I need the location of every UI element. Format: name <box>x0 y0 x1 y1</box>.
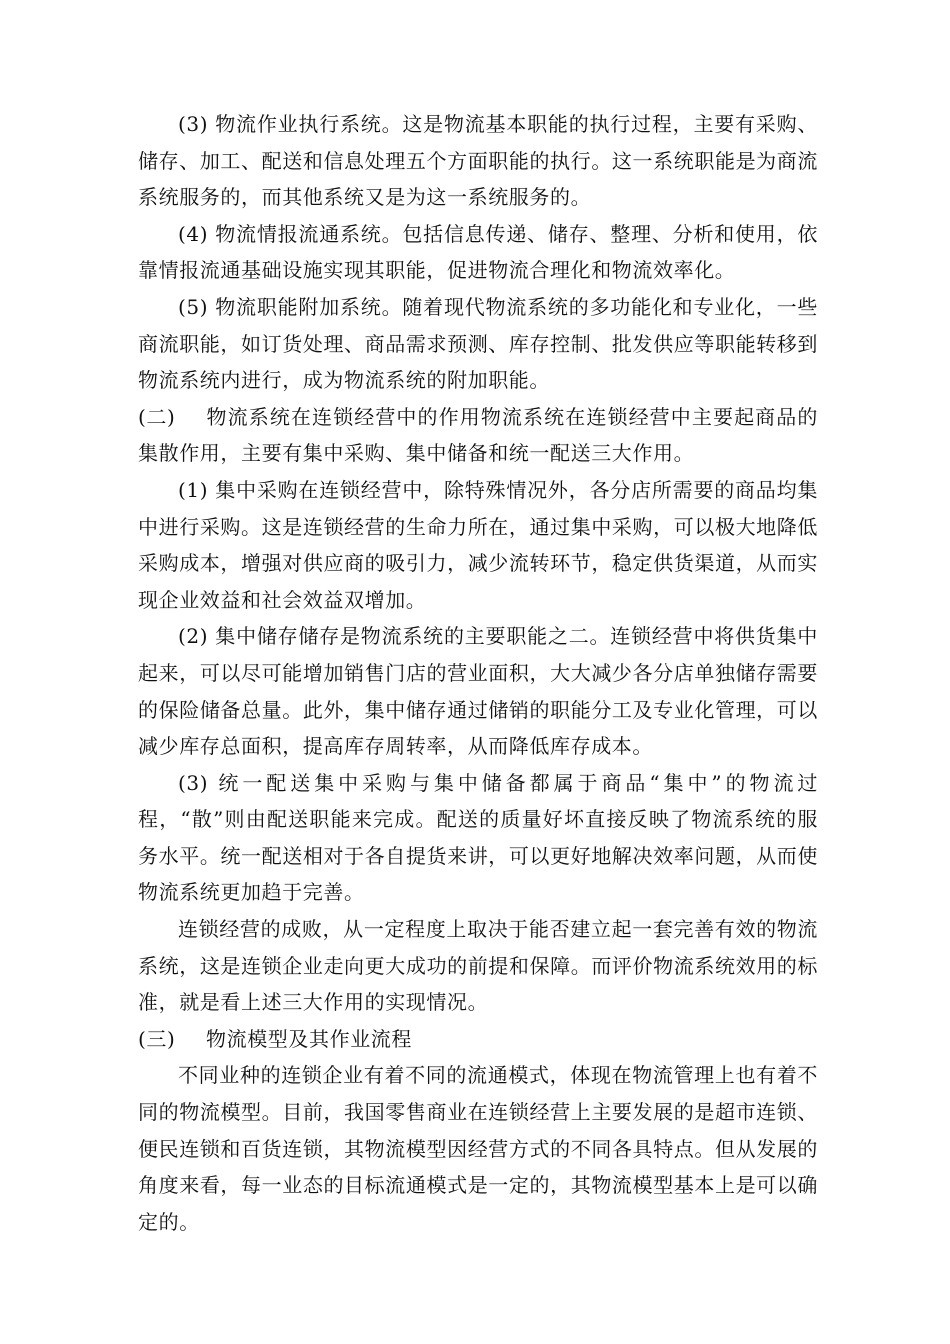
paragraph-logistics-operation-system: (3) 物流作业执行系统。这是物流基本职能的执行过程，主要有采购、储存、加工、配送和信息处理五个方面职能的执行。这一系统职能是为商流系统服务的，而其他系统又是为这一系统服务的。 <box>138 112 818 210</box>
section-heading-role-of-logistics <box>138 399 818 472</box>
paragraph-centralized-purchasing: (1) 集中采购在连锁经营中，除特殊情况外，各分店所需要的商品均集中进行采购。这是连锁经营的生命力所在，通过集中采购，可以极大地降低采购成本，增强对供应商的吸引力，减少流转环节，稳定供货渠道，从而实现企业效益和社会效益双增加。 <box>138 477 818 612</box>
paragraph-centralized-storage: (2) 集中储存储存是物流系统的主要职能之二。连锁经营中将供货集中起来，可以尽可能增加销售门店的营业面积，大大减少各分店单独储存需要的保险储备总量。此外，集中储存通过储销的职能分工及专业化管理，可以减少库存总面积，提高库存周转率，从而降低库存成本。 <box>138 624 818 759</box>
section-heading-text: 物流系统在连锁经营中的作用物流系统在连锁经营中主要起商品的集散作用，主要有集中采购、集中储备和统一配送三大作用。 <box>138 404 818 466</box>
section-number: (二) <box>138 404 176 429</box>
paragraph-unified-distribution: (3) 统一配送集中采购与集中储备都属于商品“集中”的物流过程，“散”则由配送职能来完成。配送的质量好坏直接反映了物流系统的服务水平。统一配送相对于各自提货来讲，可以更好地解决效率问题，从而使物流系统更加趋于完善。 <box>138 770 818 905</box>
paragraph-logistics-models: 不同业种的连锁企业有着不同的流通模式，体现在物流管理上也有着不同的物流模型。目前，我国零售商业在连锁经营上主要发展的是超市连锁、便民连锁和百货连锁，其物流模型因经营方式的不同各具特点。但从发展的角度来看，每一业态的目标流通模式是一定的，其物流模型基本上是可以确定的。 <box>138 1063 818 1234</box>
paragraph-chain-success-summary: 连锁经营的成败，从一定程度上取决于能否建立起一套完善有效的物流系统，这是连锁企业走向更大成功的前提和保障。而评价物流系统效用的标准，就是看上述三大作用的实现情况。 <box>138 917 818 1015</box>
section-heading-text: 物流模型及其作业流程 <box>206 1026 412 1051</box>
section-heading-logistics-model <box>138 1021 818 1058</box>
section-number: (三) <box>138 1026 176 1051</box>
document-body <box>138 106 818 1240</box>
paragraph-logistics-information-system: (4) 物流情报流通系统。包括信息传递、储存、整理、分析和使用，依靠情报流通基础设施实现其职能，促进物流合理化和物流效率化。 <box>138 221 818 283</box>
paragraph-logistics-additional-system: (5) 物流职能附加系统。随着现代物流系统的多功能化和专业化，一些商流职能，如订货处理、商品需求预测、库存控制、批发供应等职能转移到物流系统内进行，成为物流系统的附加职能。 <box>138 294 818 393</box>
